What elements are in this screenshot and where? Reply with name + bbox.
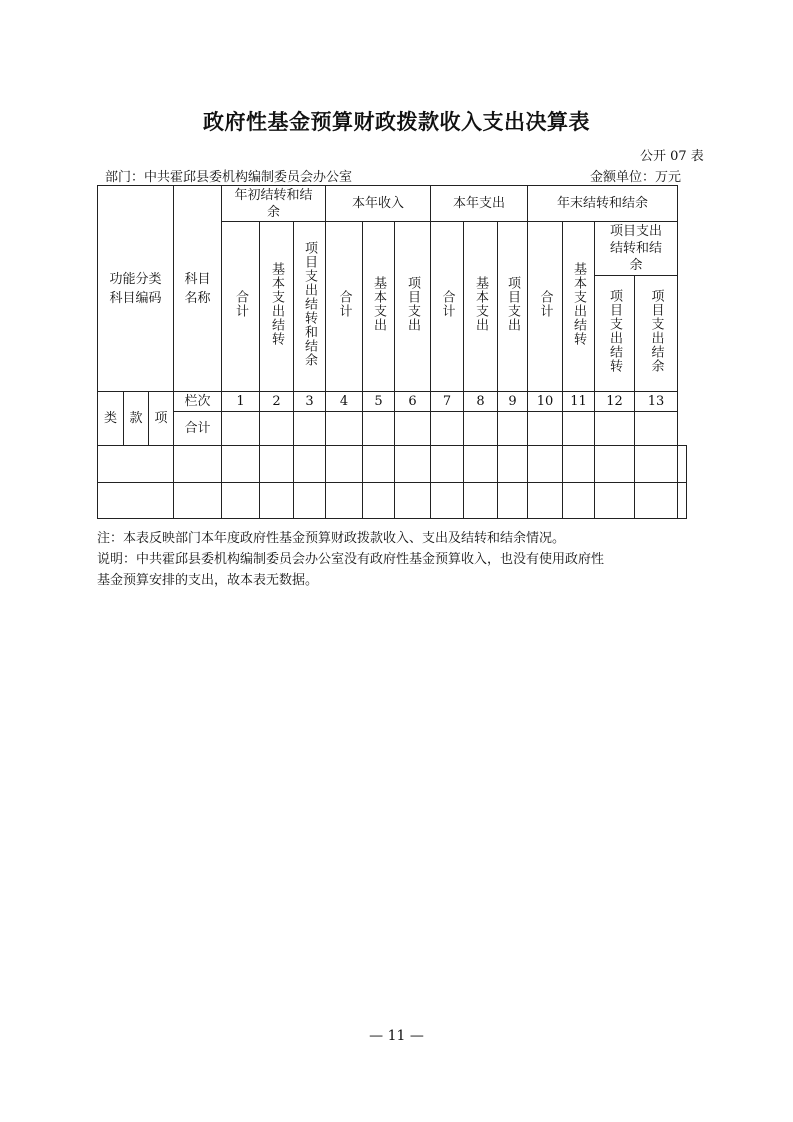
lei-header: 类	[98, 392, 124, 446]
table-cell	[528, 412, 563, 446]
expense-project-header: 项目支出	[498, 222, 528, 392]
table-cell	[260, 483, 294, 519]
end-carry-header: 年末结转和结余	[528, 186, 678, 222]
explanation-text: 说明：中共霍邱县委机构编制委员会办公室没有政府性基金预算收入，也没有使用政府性	[97, 552, 605, 567]
table-cell	[498, 412, 528, 446]
table-cell	[174, 483, 222, 519]
col-number: 11	[563, 392, 595, 412]
table-cell	[528, 483, 563, 519]
table-cell	[222, 446, 260, 483]
col-number: 4	[326, 392, 363, 412]
expense-basic-header: 基本支出	[464, 222, 498, 392]
income-header: 本年收入	[326, 186, 431, 222]
begin-basic-header: 基本支出结转	[260, 222, 294, 392]
expense-header: 本年支出	[431, 186, 528, 222]
note-text: 注：本表反映部门本年度政府性基金预算财政拨款收入、支出及结转和结余情况。	[97, 531, 566, 546]
table-cell	[464, 446, 498, 483]
kuan-header: 款	[124, 392, 149, 446]
table-cell	[595, 446, 635, 483]
table-cell	[563, 446, 595, 483]
table-cell	[326, 412, 363, 446]
table-cell	[528, 446, 563, 483]
table-cell	[98, 483, 174, 519]
table-cell	[563, 412, 595, 446]
col-number: 9	[498, 392, 528, 412]
table-cell	[431, 446, 464, 483]
table-cell	[635, 446, 678, 483]
end-basic-header: 基本支出结转	[563, 222, 595, 392]
col-number: 12	[595, 392, 635, 412]
table-cell	[222, 412, 260, 446]
table-cell	[222, 483, 260, 519]
fund-budget-table	[97, 185, 687, 519]
func-code-header: 功能分类科目编码	[98, 186, 174, 392]
begin-total-header: 合计	[222, 222, 260, 392]
table-title: 政府性基金预算财政拨款收入支出决算表	[203, 110, 590, 134]
table-cell	[464, 483, 498, 519]
subject-name-header: 科目名称	[174, 186, 222, 392]
table-cell	[395, 483, 431, 519]
xiang-header: 项	[149, 392, 174, 446]
income-total-header: 合计	[326, 222, 363, 392]
department-label: 部门：中共霍邱县委机构编制委员会办公室	[105, 170, 353, 185]
col-number: 10	[528, 392, 563, 412]
end-total-header: 合计	[528, 222, 563, 392]
table-cell	[635, 483, 678, 519]
table-cell	[294, 446, 326, 483]
table-cell	[498, 483, 528, 519]
page-number: — 11 —	[369, 1028, 424, 1044]
col-number: 7	[431, 392, 464, 412]
table-cell	[260, 412, 294, 446]
table-cell	[174, 446, 222, 483]
row-total-label: 合计	[174, 412, 222, 446]
table-cell	[326, 483, 363, 519]
table-cell	[363, 483, 395, 519]
notes-section	[97, 528, 697, 591]
table-cell	[260, 446, 294, 483]
table-cell	[363, 446, 395, 483]
table-cell	[635, 412, 678, 446]
col-number: 1	[222, 392, 260, 412]
table-cell	[595, 483, 635, 519]
income-project-header: 项目支出	[395, 222, 431, 392]
table-cell	[595, 412, 635, 446]
table-cell	[464, 412, 498, 446]
col-number: 13	[635, 392, 678, 412]
table-cell	[294, 412, 326, 446]
begin-project-header: 项目支出结转和结余	[294, 222, 326, 392]
table-cell	[98, 446, 174, 483]
table-cell	[498, 446, 528, 483]
table-cell	[395, 412, 431, 446]
end-project-header: 项目支出结转和结余	[595, 222, 678, 276]
income-basic-header: 基本支出	[363, 222, 395, 392]
expense-total-header: 合计	[431, 222, 464, 392]
col-number: 6	[395, 392, 431, 412]
begin-carry-header: 年初结转和结余	[222, 186, 326, 222]
col-number: 2	[260, 392, 294, 412]
end-project-surplus-header: 项目支出结余	[635, 276, 678, 392]
col-number: 5	[363, 392, 395, 412]
table-cell	[678, 483, 687, 519]
table-cell	[395, 446, 431, 483]
form-number: 公开 07 表	[640, 149, 704, 164]
table-cell	[563, 483, 595, 519]
col-number: 3	[294, 392, 326, 412]
col-number: 8	[464, 392, 498, 412]
explanation-text-continued: 基金预算安排的支出，故本表无数据。	[97, 573, 319, 588]
table-cell	[326, 446, 363, 483]
table-cell	[294, 483, 326, 519]
table-cell	[363, 412, 395, 446]
table-cell	[431, 412, 464, 446]
table-cell	[431, 483, 464, 519]
row-index-label: 栏次	[174, 392, 222, 412]
table-cell	[678, 446, 687, 483]
end-project-carry-header: 项目支出结转	[595, 276, 635, 392]
amount-unit: 金额单位：万元	[590, 170, 682, 185]
